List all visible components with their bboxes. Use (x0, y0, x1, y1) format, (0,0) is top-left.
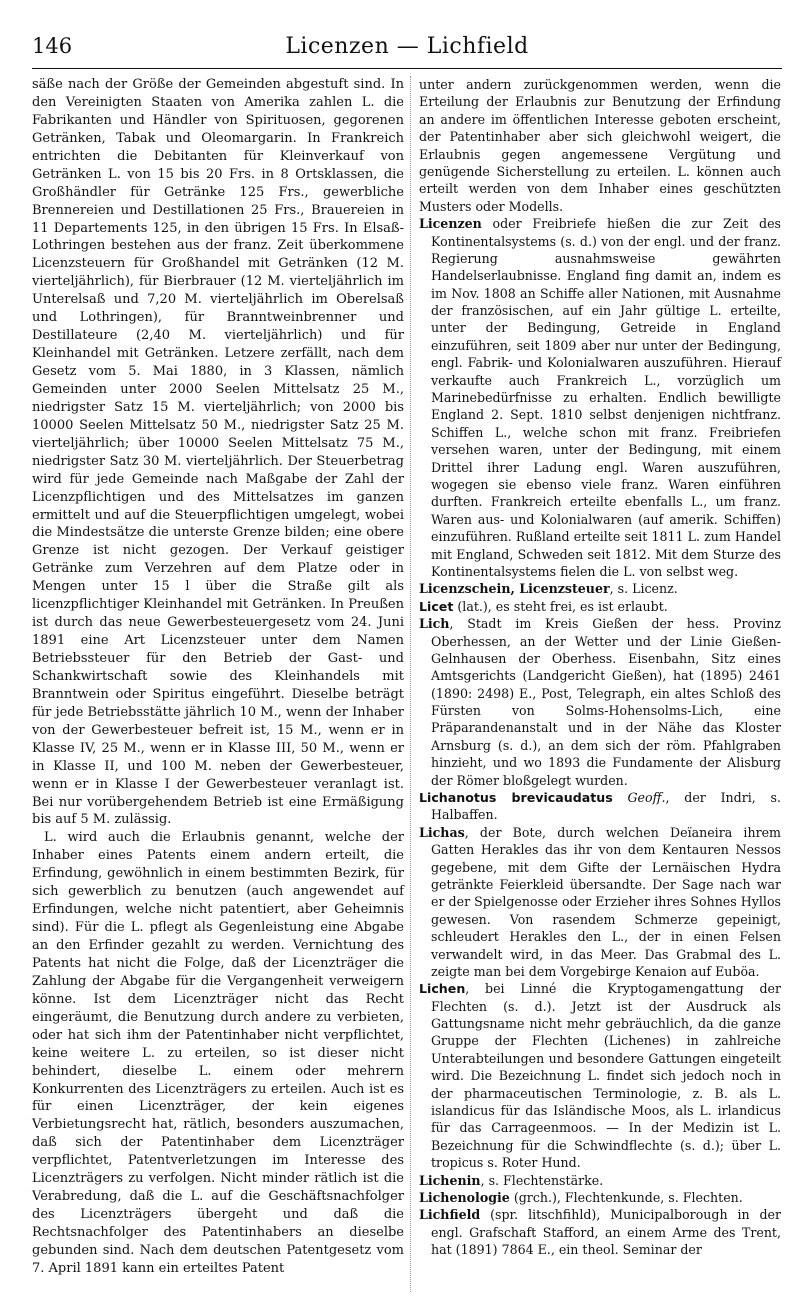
headword: Lich (419, 616, 450, 632)
entry-text: , der Indri, s. Halbaffen. (431, 790, 781, 823)
entry-text: , s. Licenz. (609, 581, 678, 597)
headword: Licet (419, 598, 454, 614)
author: Geoff. (627, 790, 666, 806)
entry-lichas (419, 824, 781, 981)
headword: Lichanotus brevicaudatus (419, 790, 613, 806)
entry-lichenin (419, 1172, 781, 1189)
entry-lichen (419, 980, 781, 1171)
headword: Lichenin (419, 1172, 481, 1188)
headword: Lichfield (419, 1207, 481, 1223)
headword: Licenzschein, Licenzsteuer (419, 581, 610, 597)
entry-lichanotus (419, 789, 781, 824)
entry-text: (lat.), es steht frei, es ist erlaubt. (453, 598, 668, 614)
entry-text: , der Bote, durch welchen Deïaneira ihrem Gatten Herakles das ihr von dem Kentauren Nessos gegebene, mit dem Gifte der Lernäischen Hydra getränkte Feierkleid übersandte. Der Sage nach war er der Spielgenosse oder Erzieher ihres Sohnes Hyllos gewesen. Von rasendem Schmerze gepeinigt, schleudert Herakles den L., der in einen Felsen verwandelt wird, in das Meer. Das Grabmal des L. zeigte man bei dem Vorgebirge Kenaion auf Euböa. (431, 824, 781, 979)
column-divider (410, 76, 411, 1292)
headword: Lichenologie (419, 1190, 510, 1205)
entry-lichenologie (419, 1189, 781, 1206)
entry-licet (419, 598, 781, 615)
right-column (419, 76, 781, 1259)
entry-text: (spr. litschfihld), Municipalborough in der engl. Grafschaft Stafford, an einem Arme des Trent, hat (1891) 7864 E., ein theol. Seminar der (431, 1207, 781, 1258)
headword: Lichas (419, 824, 465, 840)
paragraph: unter andern zurückgenommen werden, wenn die Erteilung der Erlaubnis zur Benutzung der Erfindung an andere im öffentlichen Interesse geboten erscheint, der Patentinhaber aber sich gleichwohl weigert, die Erlaubnis gegen angemessene Vergütung und genügende Sicherstellung zu erteilen. L. können auch erteilt werden von dem Inhaber eines geschützten Musters oder Modells. (419, 77, 781, 214)
paragraph: säße nach der Größe der Gemeinden abgestuft sind. In den Vereinigten Staaten von Amerika zahlen L. die Fabrikanten und Händler von Spirituosen, gegorenen Getränken, Tabak und Oleomargarin. In Frankreich entrichten die Debitanten für Kleinverkauf von Getränken L. von 15 bis 20 Frs. in 8 Ortsklassen, die Großhändler für Getränke 125 Frs., gewerbliche Brennereien und Destillationen 25 Frs., Brauereien in 11 Departements 125, in den übrigen 15 Frs. In Elsaß-Lothringen bestehen aus der franz. Zeit überkommene Licenzsteuern für Großhandel mit Getränken (12 M. vierteljährlich), für Bierbrauer (12 M. vierteljährlich im Unterelsaß und 7,20 M. vierteljährlich im Oberelsaß und Lothringen), für Branntweinbrenner und Destillateure (2,40 M. vierteljährlich) und für Kleinhandel mit Getränken. Letzere zerfällt, nach dem Gesetz vom 5. Mai 1880, in 3 Klassen, nämlich Gemeinden unter 2000 Seelen Mittelsatz 25 M., niedrigster Satz 15 M. vierteljährlich; von 2000 bis 10000 Seelen Mittelsatz 50 M., niedrigster Satz 25 M. vierteljährlich; über 10000 Seelen Mittelsatz 75 M., niedrigster Satz 30 M. vierteljährlich. Der Steuerbetrag wird für jede Gemeinde nach Maßgabe der Zahl der Licenzpflichtigen und des Mittelsatzes im ganzen ermittelt und auf die Steuerpflichtigen umgelegt, wobei die Mindestsätze die unterste Grenze bilden; eine obere Grenze ist nicht gezogen. Der Verkauf geistiger Getränke zum Verzehren auf dem Platze oder in Mengen unter 15 l über die Straße gilt als licenzpflichtiger Kleinhandel mit Getränken. In Preußen ist durch das neue Gewerbesteuergesetz vom 24. Juni 1891 eine Art Licenzsteuer unter dem Namen Betriebssteuer für den Betrieb der Gast- und Schankwirtschaft sowie des Kleinhandels mit Branntwein oder Spiritus eingeführt. Dieselbe beträgt für jede Betriebsstätte jährlich 10 M., wenn der Inhaber von der Gewerbesteuer befreit ist, 15 M., wenn er in Klasse IV, 25 M., wenn er in Klasse III, 50 M., wenn er in Klasse II, und 100 M. neben der Gewerbesteuer, wenn er in Klasse I der Gewerbesteuer veranlagt ist. Bei nur vorübergehendem Betrieb ist eine Ermäßigung bis auf 5 M. zulässig. (32, 77, 404, 828)
paragraph: L. wird auch die Erlaubnis genannt, welche der Inhaber eines Patents einem andern erteilt, die Erfindung, gewöhnlich in einem bestimmten Bezirk, für sich gewerblich zu benutzen (auch angewendet auf Erfindungen, welche nicht patentiert, aber Geheimnis sind). Für die L. pflegt als Gegenleistung eine Abgabe an den Erfinder gezahlt zu werden. Vernichtung des Patents hat nicht die Folge, daß der Licenzträger die Zahlung der Abgabe für die Vergangenheit verweigern könne. Ist dem Licenzträger nicht das Recht eingeräumt, die Benutzung durch andere zu verbieten, oder hat sich ihm der Patentinhaber nicht verpflichtet, keine weitere L. zu erteilen, so ist dieser nicht behindert, dieselbe L. einem oder mehrern Konkurrenten des Licenzträgers zu erteilen. Auch ist es für einen Licenzträger, der kein eigenes Verbietungsrecht hat, rätlich, besonders auszumachen, daß sich der Patentinhaber dem Licenzträger verpflichtet, Patentverletzungen im Interesse des Licenzträgers zu verfolgen. Nicht minder rätlich ist die Verabredung, daß die L. auf die Geschäftsnachfolger des Licenzträgers übergeht und daß die Rechtsnachfolger des Patentinhabers an dieselbe gebunden sind. Nach dem deutschen Patentgesetz vom 7. April 1891 kann ein erteiltes Patent (32, 830, 404, 1276)
entry-licenzen (419, 215, 781, 580)
entry-text: oder Freibriefe hießen die zur Zeit des Kontinentalsystems (s. d.) von der engl. und der franz. Regierung ausnahmsweise gewährten Handelserlaubnisse. England fing damit an, indem es im Nov. 1808 an Schiffe aller Nationen, mit Ausnahme der französischen, auf ein Jahr gültige L. erteilte, unter der Bedingung, Getreide in England einzuführen, seit 1809 aber nur unter der Bedingung, engl. Fabrik- und Kolonialwaren auszuführen. Hierauf verkaufte auch Frankreich L., vorzüglich um Marinebedürfnisse zu erhalten. Endlich bewilligte England 2. Sept. 1810 selbst denjenigen nichtfranz. Schiffen L., welche schon mit franz. Freibriefen versehen waren, unter der Bedingung, mit einem Drittel ihrer Ladung engl. Waren auszuführen, wogegen sie ebenso viele franz. Waren einführen durften. Frankreich erteilte ebenfalls L., um franz. Waren aus- und Kolonialwaren (auf amerik. Schiffen) einzuführen. Rußland erteilte seit 1811 L. zum Handel mit England, Schweden seit 1812. Mit dem Sturze des Kontinentalsystems fielen die L. von selbst weg. (431, 216, 781, 579)
page-number: 146 (32, 34, 73, 58)
headword: Licenzen (419, 216, 482, 232)
entry-text: , bei Linné die Kryptogamengattung der Flechten (s. d.). Jetzt ist der Ausdruck als Gattungsname nicht mehr gebräuchlich, da die ganze Gruppe der Flechten (Lichenes) in zahlreiche Unterabteilungen und besondere Gattungen eingeteilt wird. Die Bezeichnung L. findet sich jedoch noch in der pharmaceutischen Terminologie, z. B. als L. islandicus für das Isländische Moos, als L. irlandicus für das Carrageenmoos. — In der Medizin ist L. Bezeichnung für die Schwindflechte (s. d.); über L. tropicus s. Roter Hund. (431, 981, 781, 1171)
entry-licenzschein (419, 580, 781, 597)
entry-lich (419, 615, 781, 789)
entry-text: (grch.), Flechtenkunde, s. Flechten. (509, 1190, 743, 1205)
entry-text: , s. Flechtenstärke. (480, 1172, 604, 1188)
entry-text: , Stadt im Kreis Gießen der hess. Provinz Oberhessen, an der Wetter und der Linie Gießen-Gelnhausen der Oberhess. Eisenbahn, Sitz eines Amtsgerichts (Landgericht Gießen), hat (1895) 2461 (1890: 2498) E., Post, Telegraph, ein altes Schloß des Fürsten von Solms-Hohensolms-Lich, eine Präparandenanstalt und in der Nähe das Kloster Arnsburg (s. d.), an dem sich der röm. Pfahlgraben hinzieht, und wo 1893 die Fundamente der Alisburg der Römer bloßgelegt wurden. (431, 616, 781, 788)
left-column (32, 76, 404, 1278)
headword: Lichen (419, 981, 466, 997)
running-title: Licenzen — Lichfield (285, 34, 529, 59)
entry-lichfield (419, 1206, 781, 1258)
header-rule (32, 68, 782, 69)
page-header (32, 34, 782, 64)
